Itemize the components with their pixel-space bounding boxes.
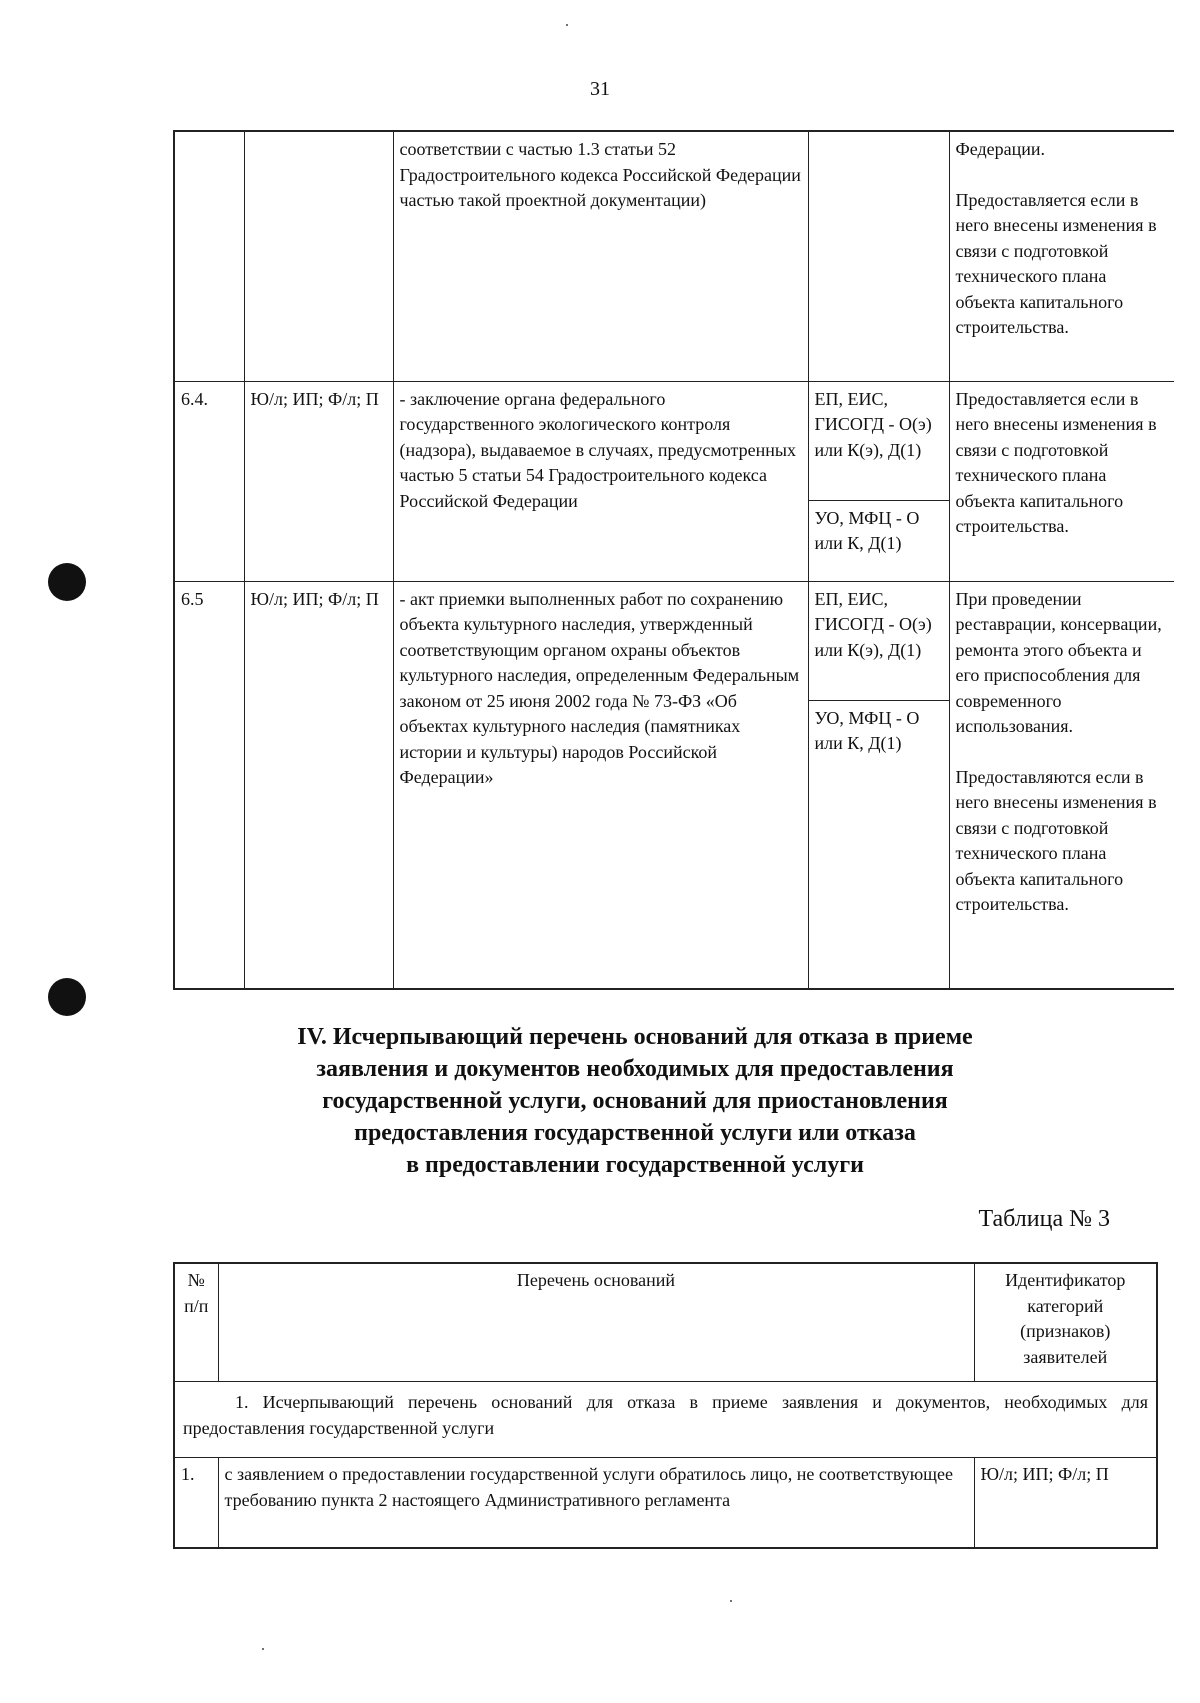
scan-speck	[730, 1600, 732, 1602]
document-notes	[949, 581, 1174, 989]
document-description: - акт приемки выполненных работ по сохранению объекта культурного наследия, утвержденный соответствующим органом охраны объектов культурного наследия, определенным Федеральным законом от 25 июня 2002 года № 73-ФЗ «Об объектах культурного наследия (памятниках истории и культуры) народов Российской Федерации»	[393, 581, 808, 989]
applicant-categories: Ю/л; ИП; Ф/л; П	[244, 581, 393, 989]
submission-channels	[808, 581, 949, 989]
note-text: Предоставляются если в него внесены изменения в связи с подготовкой технического плана объекта капитального строительства.	[955, 766, 1157, 914]
note-text: Федерации.	[955, 139, 1046, 159]
applicant-identifier: Ю/л; ИП; Ф/л; П	[974, 1458, 1157, 1548]
table-row	[174, 381, 1174, 581]
scan-speck	[262, 1648, 264, 1650]
page-number: 31	[590, 78, 610, 100]
table-header-row	[174, 1263, 1157, 1382]
heading-line: заявления и документов необходимых для предоставления	[316, 1056, 954, 1082]
channel-in-person: УО, МФЦ - О или К, Д(1)	[809, 700, 949, 761]
section-heading	[200, 1021, 1070, 1181]
row-number: 6.4.	[174, 381, 244, 581]
row-number	[174, 131, 244, 381]
row-number: 1.	[174, 1458, 218, 1548]
table-row	[174, 581, 1174, 989]
applicant-categories: Ю/л; ИП; Ф/л; П	[244, 381, 393, 581]
column-header-reasons: Перечень оснований	[218, 1263, 974, 1382]
table-subheading-row	[174, 1382, 1157, 1458]
documents-table-continuation	[173, 130, 1174, 990]
note-text: Предоставляется если в него внесены изменения в связи с подготовкой технического плана объекта капитального строительства.	[955, 189, 1157, 337]
column-header-number: № п/п	[174, 1263, 218, 1382]
document-notes	[949, 381, 1174, 581]
refusal-reason: с заявлением о предоставлении государственной услуги обратилось лицо, не соответствующее требованию пункта 2 настоящего Административного регламента	[218, 1458, 974, 1548]
submission-channels	[808, 381, 949, 581]
table-row	[174, 1458, 1157, 1548]
document-description: соответствии с частью 1.3 статьи 52 Градостроительного кодекса Российской Федерации частью такой проектной документации)	[393, 131, 808, 381]
note-text: Предоставляется если в него внесены изменения в связи с подготовкой технического плана объекта капитального строительства.	[955, 388, 1157, 536]
table-subheading	[174, 1382, 1157, 1458]
punch-hole-mark	[48, 563, 86, 601]
heading-line: предоставления государственной услуги или отказа	[354, 1120, 916, 1146]
heading-line: в предоставлении государственной услуги	[406, 1152, 864, 1178]
note-text: При проведении реставрации, консервации, ремонта этого объекта и его приспособления для современного использования.	[955, 588, 1162, 736]
submission-channel	[808, 131, 949, 381]
subheading-text: 1. Исчерпывающий перечень оснований для отказа в приеме заявления и документов, необходимых для предоставления государственной услуги	[183, 1392, 1148, 1438]
channel-in-person: УО, МФЦ - О или К, Д(1)	[809, 500, 949, 561]
scan-speck	[566, 24, 568, 26]
channel-electronic: ЕП, ЕИС, ГИСОГД - О(э) или К(э), Д(1)	[814, 588, 932, 660]
row-number: 6.5	[174, 581, 244, 989]
refusal-reasons-table	[173, 1262, 1158, 1549]
heading-line: IV. Исчерпывающий перечень оснований для отказа в приеме	[297, 1024, 973, 1050]
column-header-identifier: Идентификатор категорий (признаков) заявителей	[974, 1263, 1157, 1382]
heading-line: государственной услуги, оснований для приостановления	[322, 1088, 948, 1114]
table-row	[174, 131, 1174, 381]
channel-electronic: ЕП, ЕИС, ГИСОГД - О(э) или К(э), Д(1)	[814, 388, 932, 460]
document-description: - заключение органа федерального государственного экологического контроля (надзора), выдаваемое в случаях, предусмотренных частью 5 статьи 54 Градостроительного кодекса Российской Федерации	[393, 381, 808, 581]
applicant-categories	[244, 131, 393, 381]
punch-hole-mark	[48, 978, 86, 1016]
document-notes	[949, 131, 1174, 381]
table-caption: Таблица № 3	[978, 1206, 1110, 1232]
